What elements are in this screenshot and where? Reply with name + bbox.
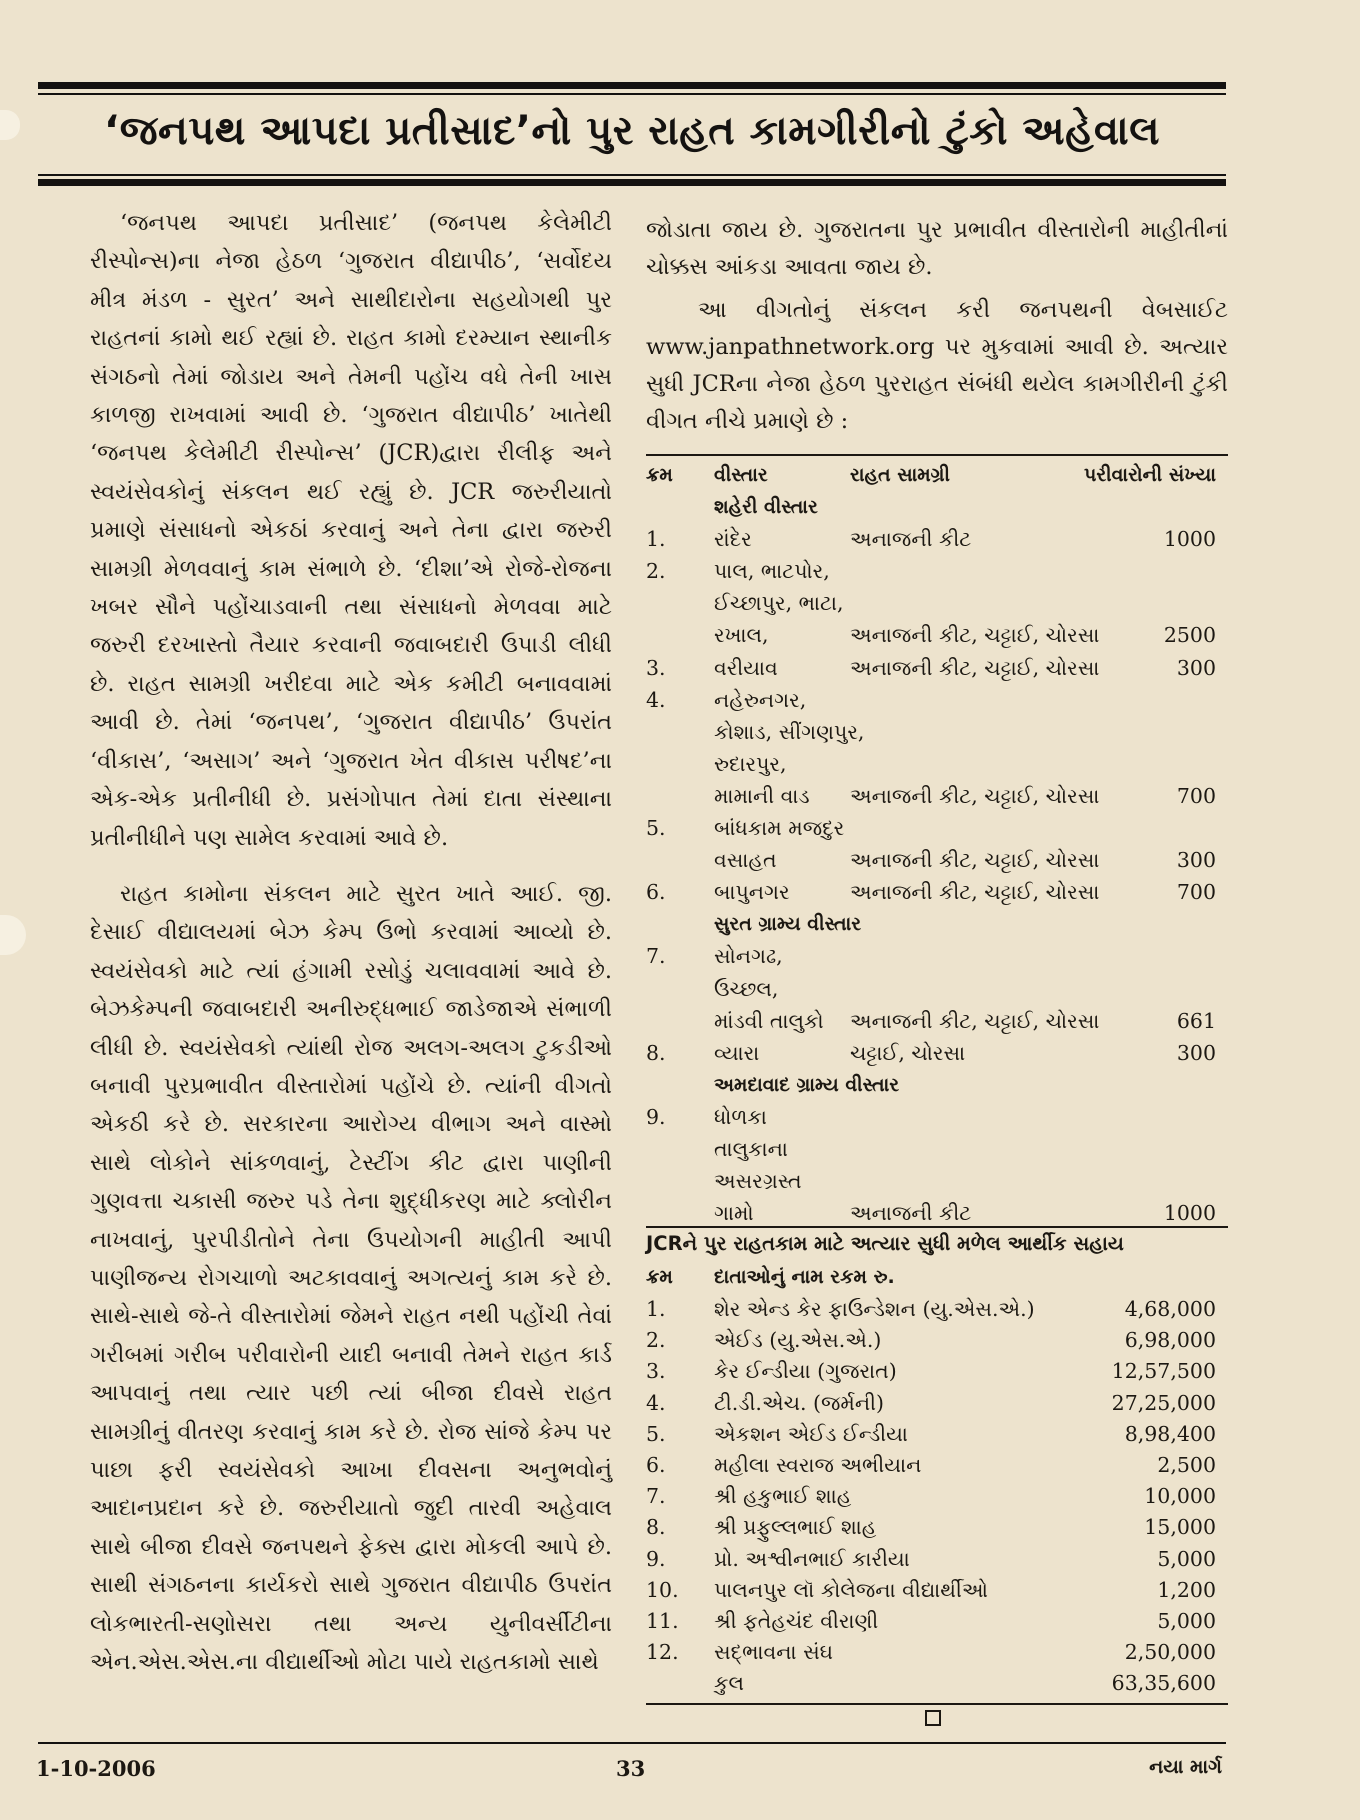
donor-table-row: [646, 1637, 1228, 1668]
relief-table-row: [646, 749, 1228, 780]
donor-table-row: [646, 1356, 1228, 1387]
donor-amount: 5,000: [1157, 1609, 1216, 1633]
row-material: અનાજની કીટ, ચટ્ટાઈ, ચોરસા: [850, 783, 1100, 808]
relief-table-row: [646, 781, 1228, 812]
donor-table-row: [646, 1512, 1228, 1543]
relief-table-row: [646, 941, 1228, 972]
right-column-text: [646, 212, 1228, 440]
row-num: 6.: [646, 880, 666, 905]
donor-table-bottom-rule: [646, 1703, 1228, 1705]
relief-table-row: [646, 620, 1228, 651]
donor-amount: 5,000: [1157, 1546, 1216, 1571]
donor-name: કુલ: [714, 1671, 744, 1696]
header-num: ક્રમ: [646, 1266, 673, 1288]
header-families: પરીવારોની સંખ્યા: [1084, 464, 1216, 486]
relief-section-heading: [646, 1070, 1228, 1101]
relief-table-row: [646, 974, 1228, 1005]
row-area: ઈચ્છાપુર, ભાટા,: [714, 591, 844, 616]
title-rule: [38, 179, 1226, 186]
relief-table-row: [646, 1102, 1228, 1133]
body-paragraph: રાહત કામોના સંકલન માટે સુરત ખાતે આઈ. જી. દેસાઈ વીદ્યાલયમાં બેઝ કેમ્પ ઉભો કરવામાં આવ્યો છે. સ્વયંસેવકો માટે ત્યાં હંગામી રસોડું ચલાવવામાં આવે છે. બેઝકેમ્પની જવાબદારી અનીરુદ્ધભાઈ જાડેજાએ સંભાળી લીધી છે. સ્વયંસેવકો ત્યાંથી રોજ અલગ-અલગ ટુકડીઓ બનાવી પુરપ્રભાવીત વીસ્તારોમાં પહોંચે છે. ત્યાંની વીગતો એકઠી કરે છે. સરકારના આરોગ્ય વીભાગ અને વાસ્મો સાથે લોકોને સાંકળવાનું, ટેસ્ટીંગ કીટ દ્વારા પાણીની ગુણવત્તા ચકાસી જરુર પડે તેના શુદ્ધીકરણ માટે ક્લોરીન નાખવાનું, પુરપીડીતોને તેના ઉપયોગની માહીતી આપી પાણીજન્ય રોગચાળો અટકાવવાનું અગત્યનું કામ કરે છે. સાથે-સાથે જે-તે વીસ્તારોમાં જેમને રાહત નથી પહોંચી તેવાં ગરીબમાં ગરીબ પરીવારોની યાદી બનાવી તેમને રાહત કાર્ડ આપવાનું તથા ત્યાર પછી ત્યાં બીજા દીવસે રાહત સામગ્રીનું વીતરણ કરવાનું કામ કરે છે. રોજ સાંજે કેમ્પ પર પાછા ફરી સ્વયંસેવકો આખા દીવસના અનુભવોનું આદાનપ્રદાન કરે છે. જરુરીયાતો જુદી તારવી અહેવાલ સાથે બીજા દીવસે જનપથને ફેક્સ દ્વારા મોકલી આપે છે. સાથી સંગઠનના કાર્યકરો સાથે ગુજરાત વીદ્યાપીઠ ઉપરાંત લોકભારતી-સણોસરા તથા અન્ય યુનીવર્સીટીના એન.એસ.એસ.ના વીદ્યાર્થીઓ મોટા પાયે રાહતકામો સાથે: [90, 880, 612, 1676]
donor-table-row: [646, 1575, 1228, 1606]
section-label: અમદાવાદ ગ્રામ્ય વીસ્તાર: [714, 1073, 900, 1096]
donor-table-row: [646, 1450, 1228, 1481]
row-material: અનાજની કીટ, ચટ્ટાઈ, ચોરસા: [850, 880, 1100, 905]
header-material: રાહત સામગ્રી: [850, 464, 950, 486]
left-column: [90, 204, 612, 1681]
row-families: 700: [1176, 783, 1216, 808]
row-num: 8.: [646, 1040, 666, 1065]
row-material: અનાજની કીટ: [850, 527, 972, 552]
row-area: સોનગઢ,: [714, 944, 783, 969]
row-area: ઉચ્છલ,: [714, 976, 779, 1001]
donor-table-row: [646, 1481, 1228, 1512]
relief-table-row: [646, 524, 1228, 555]
top-rule-thin: [38, 93, 1226, 95]
magazine-name: નયા માર્ગ: [1149, 1756, 1222, 1778]
row-area: મામાની વાડ: [714, 783, 810, 808]
donor-amount: 10,000: [1144, 1484, 1216, 1509]
donor-amount: 63,35,600: [1111, 1671, 1216, 1696]
footer-date: 1-10-2006: [36, 1756, 156, 1781]
donor-name: પાલનપુર લૉ કોલેજના વીદ્યાર્થીઓ: [714, 1577, 988, 1602]
row-num: 1.: [646, 527, 666, 552]
row-num: 3.: [646, 655, 666, 680]
row-families: 661: [1176, 1008, 1216, 1033]
title-rule-thin: [38, 174, 1226, 176]
row-area: કોશાડ, સીંગણપુર,: [714, 719, 865, 744]
relief-table-row: [646, 588, 1228, 619]
row-area: ગામો: [714, 1201, 754, 1226]
relief-table-top-rule: [646, 454, 1228, 456]
donor-num: 7.: [646, 1484, 666, 1509]
relief-table-row: [646, 717, 1228, 748]
row-families: 1000: [1163, 1201, 1216, 1226]
row-material: ચટ્ટાઈ, ચોરસા: [850, 1040, 966, 1065]
relief-table-row: [646, 653, 1228, 684]
row-area: રુદારપુર,: [714, 751, 787, 776]
donor-num: 5.: [646, 1421, 666, 1446]
row-area: પાલ, ભાટપોર,: [714, 559, 830, 584]
relief-section-heading: [646, 492, 1228, 523]
relief-table-row: [646, 813, 1228, 844]
relief-table-row: [646, 1038, 1228, 1069]
row-area: રાંદેર: [714, 527, 752, 552]
row-num: 2.: [646, 559, 666, 584]
donor-name: શેર એન્ડ કેર ફાઉન્ડેશન (યુ.એસ.એ.): [714, 1297, 1035, 1321]
donor-name: મહીલા સ્વરાજ અભીયાન: [714, 1453, 922, 1477]
donor-num: 10.: [646, 1577, 679, 1602]
donor-name: સદ્ભાવના સંઘ: [714, 1640, 834, 1665]
row-area: વસાહત: [714, 848, 777, 873]
row-area: ધોળકા: [714, 1104, 767, 1129]
donor-table-header: [646, 1262, 1228, 1293]
row-area: નહેરુનગર,: [714, 687, 807, 712]
donor-num: 6.: [646, 1453, 666, 1477]
footer-rule: [38, 1742, 1226, 1744]
row-num: 4.: [646, 687, 666, 712]
donor-name: ટી.ડી.એચ. (જર્મની): [714, 1390, 885, 1415]
donor-name: એકશન એઈડ ઈન્ડીયા: [714, 1421, 908, 1446]
row-num: 5.: [646, 816, 666, 840]
donor-amount: 4,68,000: [1124, 1297, 1216, 1321]
row-num: 7.: [646, 944, 666, 969]
donor-amount: 15,000: [1144, 1515, 1216, 1540]
donor-name: શ્રી હકુભાઈ શાહ: [714, 1484, 852, 1509]
relief-table-row: [646, 1198, 1228, 1229]
donor-num: 1.: [646, 1297, 666, 1321]
row-material: અનાજની કીટ, ચટ્ટાઈ, ચોરસા: [850, 655, 1100, 680]
donor-amount: 2,50,000: [1124, 1640, 1216, 1665]
relief-table-row: [646, 845, 1228, 876]
row-area: વરીયાવ: [714, 655, 778, 680]
row-area: તાલુકાના: [714, 1137, 788, 1161]
article-title: ‘જનપથ આપદા પ્રતીસાદ’નો પુર રાહત કામગીરીનો ટુંકો અહેવાલ: [104, 108, 1160, 154]
donor-amount: 12,57,500: [1111, 1359, 1216, 1384]
row-area: માંડવી તાલુકો: [714, 1008, 824, 1033]
row-area: બાપુનગર: [714, 880, 790, 905]
row-area: વ્યારા: [714, 1040, 760, 1065]
relief-table-row: [646, 1006, 1228, 1037]
donor-name: પ્રો. અશ્વીનભાઈ કારીયા: [714, 1546, 910, 1571]
donor-num: 12.: [646, 1640, 679, 1665]
donor-table-row: [646, 1388, 1228, 1419]
relief-table-row: [646, 556, 1228, 587]
body-paragraph: ‘જનપથ આપદા પ્રતીસાદ’ (જનપથ કેલેમીટી રીસ્પોન્સ)ના નેજા હેઠળ ‘ગુજરાત વીદ્યાપીઠ’, ‘સર્વોદય મીત્ર મંડળ - સુરત’ અને સાથીદારોના સહયોગથી પુર રાહતનાં કામો થઈ રહ્યાં છે. રાહત કામો દરમ્યાન સ્થાનીક સંગઠનો તેમાં જોડાય અને તેમની પહોંચ વધે તેની ખાસ કાળજી રાખવામાં આવી છે. ‘ગુજરાત વીદ્યાપીઠ’ ખાતેથી ‘જનપથ કેલેમીટી રીસ્પોન્સ’ (JCR)દ્વારા રીલીફ અને સ્વયંસેવકોનું સંકલન થઈ રહ્યું છે. JCR જરુરીયાતો પ્રમાણે સંસાધનો એકઠાં કરવાનું અને તેના દ્વારા જરુરી સામગ્રી મેળવવાનું કામ સંભાળે છે. ‘દીશા’એ રોજે-રોજના ખબર સૌને પહોંચાડવાની તથા સંસાધનો મેળવવા માટે જરુરી દરખાસ્તો તૈયાર કરવાની જવાબદારી ઉપાડી લીધી છે. રાહત સામગ્રી ખરીદવા માટે એક કમીટી બનાવવામાં આવી છે. તેમાં ‘જનપથ’, ‘ગુજરાત વીદ્યાપીઠ’ ઉપરાંત ‘વીકાસ’, ‘અસાગ’ અને ‘ગુજરાત ખેત વીકાસ પરીષદ’ના એક-એક પ્રતીનીધી છે. પ્રસંગોપાત તેમાં દાતા સંસ્થાના પ્રતીનીધીને પણ સામેલ કરવામાં આવે છે.: [90, 210, 612, 851]
donor-num: 4.: [646, 1390, 666, 1415]
header-name: દાતાઓનું નામ રકમ રુ.: [714, 1266, 895, 1288]
donor-table-row: [646, 1544, 1228, 1575]
row-area: અસરગ્રસ્ત: [714, 1169, 802, 1194]
donor-table-row: [646, 1294, 1228, 1325]
relief-table-row: [646, 877, 1228, 908]
donor-table-row: [646, 1419, 1228, 1450]
donor-amount: 27,25,000: [1111, 1390, 1216, 1415]
relief-table-header: [646, 460, 1228, 491]
row-families: 300: [1176, 655, 1216, 680]
body-paragraph: આ વીગતોનું સંકલન કરી જનપથની વેબસાઈટ www.janpathnetwork.org પર મુકવામાં આવી છે. અત્યાર સુધી JCRના નેજા હેઠળ પુરરાહત સંબંધી થયેલ કામગીરીની ટુંકી વીગત નીચે પ્રમાણે છે :: [646, 297, 1228, 434]
row-area: બાંધકામ મજદુર: [714, 816, 845, 840]
section-label: સુરત ગ્રામ્ય વીસ્તાર: [714, 913, 862, 936]
donor-name: એઈડ (યુ.એસ.એ.): [714, 1328, 882, 1353]
page-number: 33: [616, 1756, 646, 1781]
paper-damage: [0, 110, 20, 140]
donor-table-row: [646, 1325, 1228, 1356]
relief-table-row: [646, 1134, 1228, 1165]
row-material: અનાજની કીટ: [850, 1201, 972, 1226]
row-families: 700: [1176, 880, 1216, 905]
donor-total-row: [646, 1668, 1228, 1699]
row-families: 1000: [1163, 527, 1216, 552]
row-families: 300: [1176, 1040, 1216, 1065]
donor-amount: 2,500: [1157, 1453, 1216, 1477]
donor-num: 2.: [646, 1328, 666, 1353]
paper-damage: [0, 915, 26, 955]
donor-amount: 8,98,400: [1124, 1421, 1216, 1446]
row-num: 9.: [646, 1104, 666, 1129]
row-material: અનાજની કીટ, ચટ્ટાઈ, ચોરસા: [850, 1008, 1100, 1033]
row-material: અનાજની કીટ, ચટ્ટાઈ, ચોરસા: [850, 848, 1100, 873]
section-label: શહેરી વીસ્તાર: [714, 496, 818, 518]
header-num: ક્રમ: [646, 464, 673, 486]
donor-num: 11.: [646, 1609, 679, 1633]
donor-table-row: [646, 1606, 1228, 1637]
donor-num: 8.: [646, 1515, 666, 1540]
body-paragraph: જોડાતા જાય છે. ગુજરાતના પુર પ્રભાવીત વીસ્તારોની માહીતીનાં ચોક્કસ આંકડા આવતા જાય છે.: [646, 217, 1228, 280]
header-area: વીસ્તાર: [714, 464, 768, 486]
row-material: અનાજની કીટ, ચટ્ટાઈ, ચોરસા: [850, 623, 1100, 648]
row-families: 300: [1176, 848, 1216, 873]
donor-amount: 6,98,000: [1124, 1328, 1216, 1353]
donor-num: 3.: [646, 1359, 666, 1384]
row-area: રખાલ,: [714, 623, 769, 648]
donor-amount: 1,200: [1157, 1577, 1216, 1602]
row-families: 2500: [1163, 623, 1216, 648]
donor-name: શ્રી પ્રફુલ્લભાઈ શાહ: [714, 1515, 877, 1540]
relief-table-row: [646, 685, 1228, 716]
donor-name: કેર ઈન્ડીયા (ગુજરાત): [714, 1359, 897, 1384]
donor-table-title: JCRને પુર રાહતકામ માટે અત્યાર સુધી મળેલ આર્થીક સહાય: [646, 1232, 1124, 1255]
relief-table-row: [646, 1166, 1228, 1197]
donor-num: 9.: [646, 1546, 666, 1571]
donor-name: શ્રી ફતેહચંદ વીરાણી: [714, 1609, 879, 1633]
relief-section-heading: [646, 909, 1228, 940]
end-mark-icon: [925, 1710, 941, 1726]
top-rule: [38, 82, 1226, 89]
